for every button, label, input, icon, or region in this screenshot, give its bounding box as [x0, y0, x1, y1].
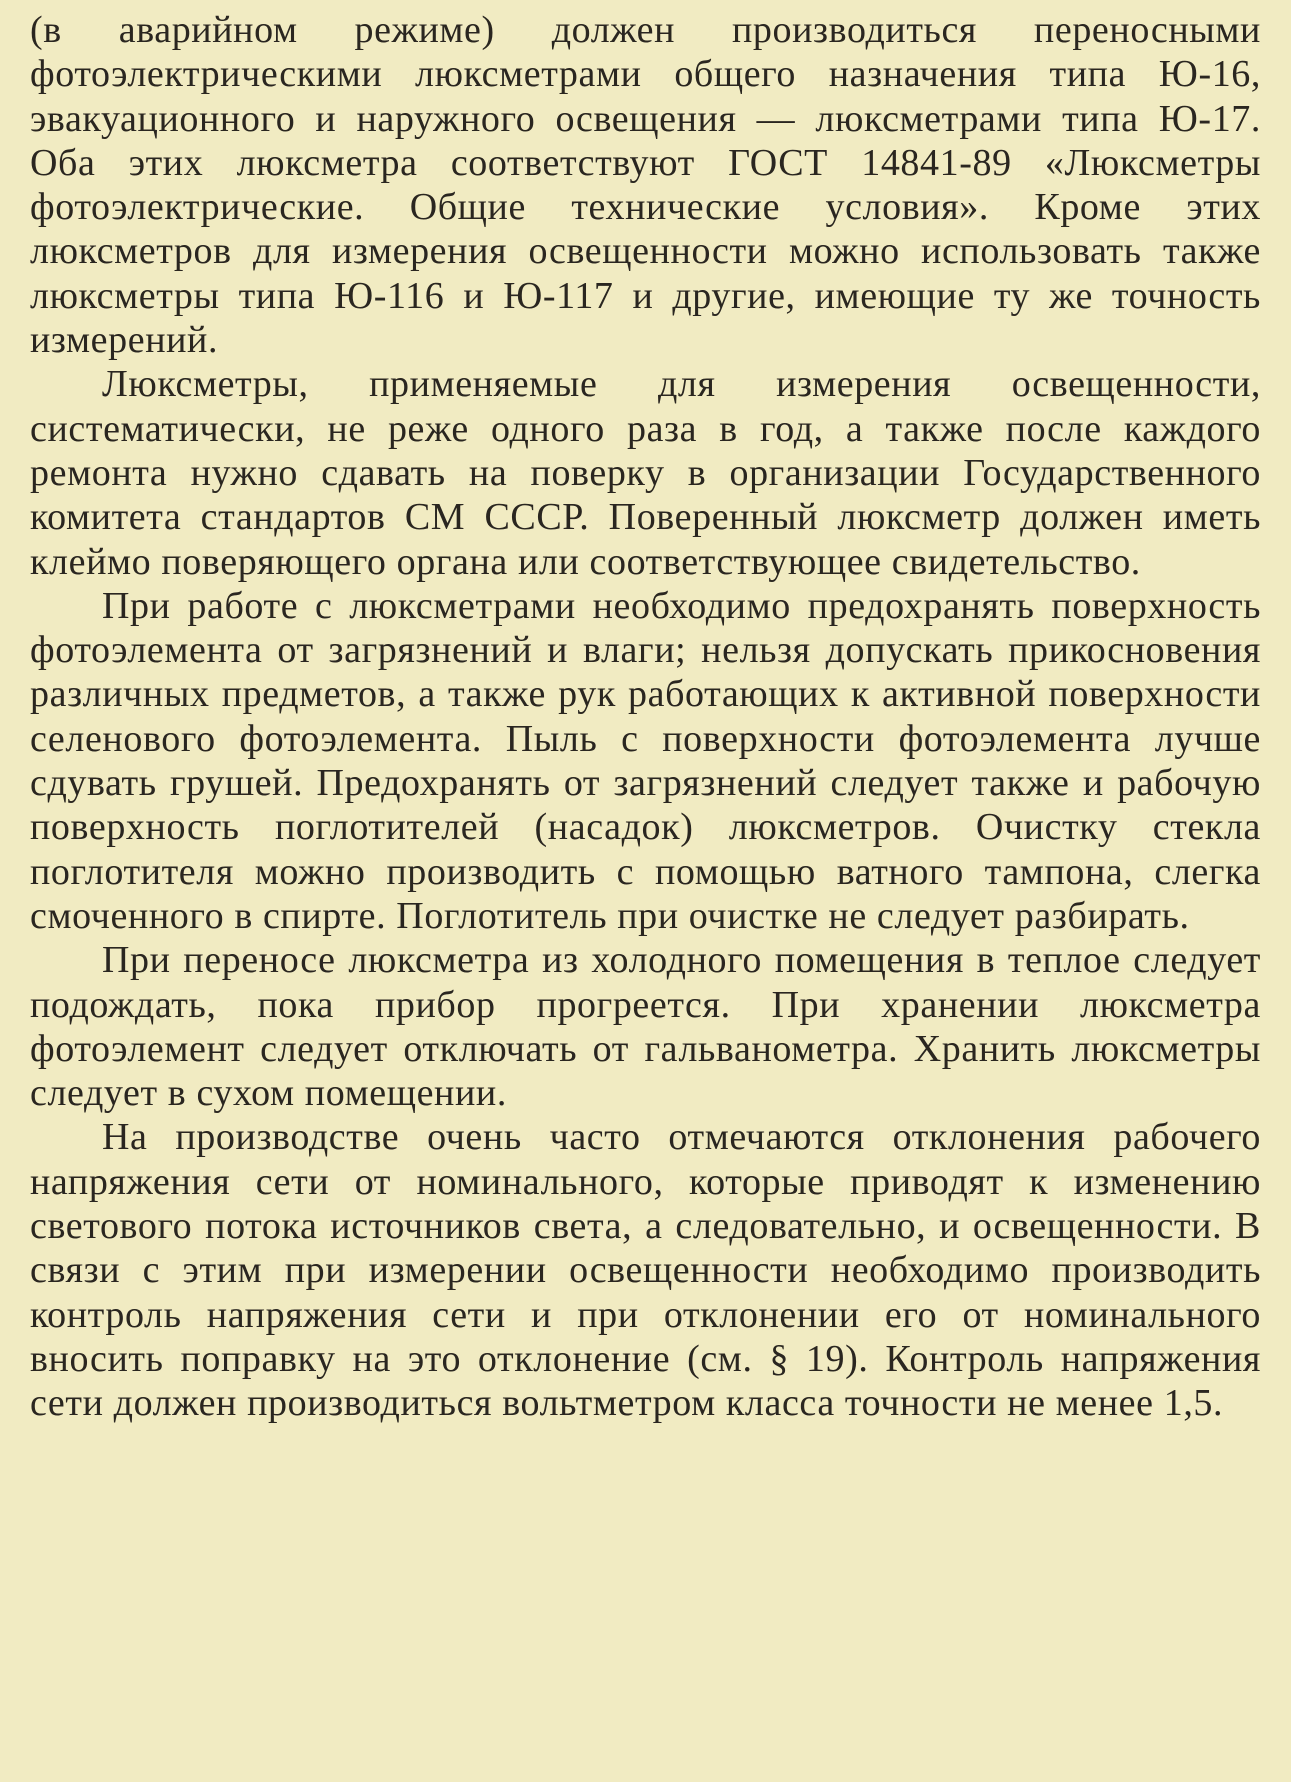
paragraph-5: На производстве очень часто отмечаются отклонения рабочего напряжения сети от номинального, которые приводят к изменению светового потока источников света, а следовательно, и освещенности. В связи с этим при измерении освещенности необходимо производить контроль напряжения сети и при отклонении его от номинального вносить поправку на это отклонение (см. § 19). Контроль напряжения сети должен производиться вольтметром класса точности не менее 1,5.: [30, 1116, 1261, 1425]
paragraph-3: При работе с люксметрами необходимо предохранять поверхность фотоэлемента от загрязнений и влаги; нельзя допускать прикосновения различных предметов, а также рук работающих к активной поверхности селенового фотоэлемента. Пыль с поверхности фотоэлемента лучше сдувать грушей. Предохранять от загрязнений следует также и рабочую поверхность поглотителей (насадок) люксметров. Очистку стекла поглотителя можно производить с помощью ватного тампона, слегка смоченного в спирте. Поглотитель при очистке не следует разбирать.: [30, 584, 1261, 937]
paragraph-1: (в аварийном режиме) должен производиться переносными фотоэлектрическими люксметрами общего назначения типа Ю-16, эвакуационного и наружного освещения — люксметрами типа Ю-17. Оба этих люксметра соответствуют ГОСТ 14841-89 «Люксметры фотоэлектрические. Общие технические условия». Кроме этих люксметров для измерения освещенности можно использовать также люксметры типа Ю-116 и Ю-117 и другие, имеющие ту же точность измерений.: [30, 9, 1261, 362]
paragraph-2: Люксметры, применяемые для измерения освещенности, систематически, не реже одного раза в год, а также после каждого ремонта нужно сдавать на поверку в организации Государственного комитета стандартов СМ СССР. Поверенный люксметр должен иметь клеймо поверяющего органа или соответствующее свидетельство.: [30, 363, 1261, 583]
paragraph-4: При переносе люксметра из холодного помещения в теплое следует подождать, пока прибор прогреется. При хранении люксметра фотоэлемент следует отключать от гальванометра. Хранить люксметры следует в сухом помещении.: [30, 939, 1261, 1115]
